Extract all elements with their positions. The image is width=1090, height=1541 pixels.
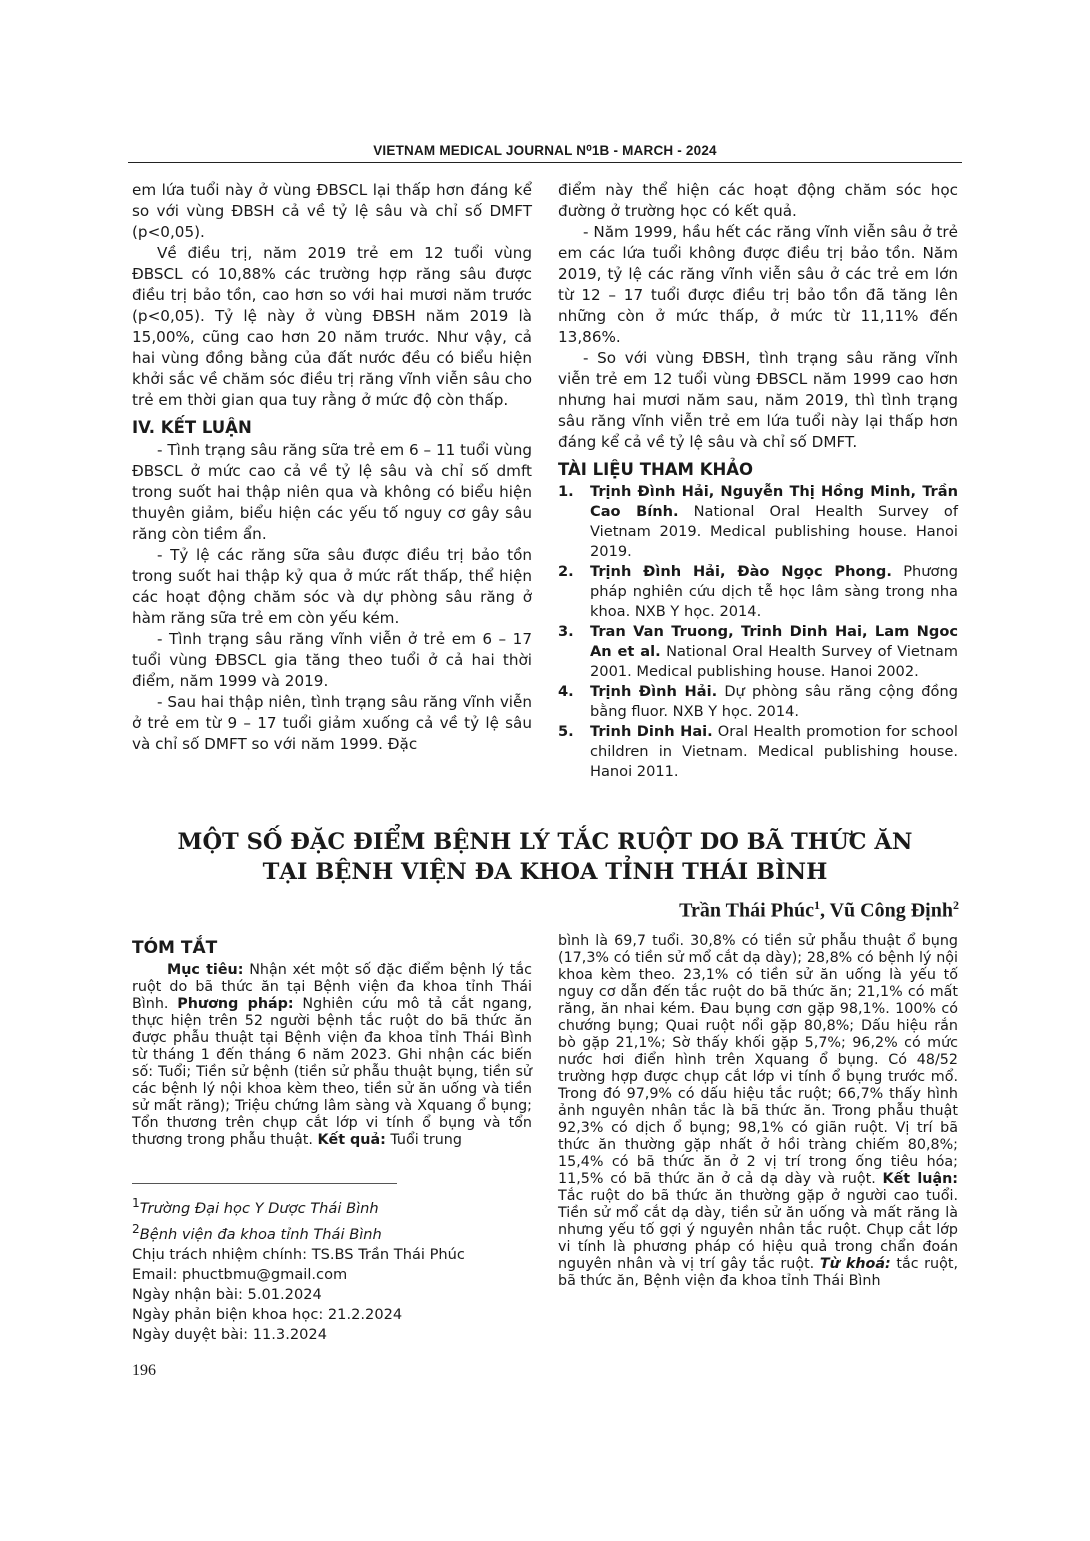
article-title [100,827,990,887]
email: Email: phuctbmu@gmail.com [132,1265,348,1283]
page-number: 196 [132,1362,156,1379]
footnote-rule [132,1183,397,1184]
conclusion-item: - Năm 1999, hầu hết các răng vĩnh viễn sâu ở trẻ em các lứa tuổi không được điều trị bảo tồn. Năm 2019, tỷ lệ các răng vĩnh viễn sâu ở các trẻ em lớn từ 12 – 17 tuổi được điều trị bảo tồn đã tăng lên những còn ở mức thấp, ở mức từ 11,11% đến 13,86%. [558,223,958,346]
section-heading-conclusion: IV. KẾT LUẬN [132,418,252,437]
conclusion-item: - Tỷ lệ các răng sữa sâu được điều trị bảo tồn trong suốt hai thập kỷ qua ở mức rất thấp, thể hiện các hoạt động chăm sóc và dự phòng sâu răng ở hàm răng sữa trẻ em còn yếu kém. [132,546,532,627]
paragraph: em lứa tuổi này ở vùng ĐBSCL lại thấp hơn đáng kể so với vùng ĐBSH cả về tỷ lệ sâu và chỉ số DMFT (p<0,05). [132,181,532,241]
abstract-left [132,938,532,1149]
reference-item: 5. Trinh Dinh Hai. Oral Health promotion for school children in Vietnam. Medical publishing house. Hanoi 2011. [558,723,958,780]
abstract-heading: TÓM TẮT [132,938,218,958]
conclusion-item: - So với vùng ĐBSH, tình trạng sâu răng vĩnh viễn trẻ em 12 tuổi vùng ĐBSCL năm 1999 cao hơn nhưng hai mươi năm sau, năm 2019, thì tình trạng sâu răng vĩnh viễn trẻ em lứa tuổi này lại thấp hơn đáng kể cả về tỷ lệ sâu và chỉ số DMFT. [558,349,958,451]
references-heading: TÀI LIỆU THAM KHẢO [558,460,754,479]
author-name: Trần Thái Phúc [679,899,814,922]
paragraph: điểm này thể hiện các hoạt động chăm sóc học đường ở trường học có kết quả. [558,181,958,220]
abstract-right [558,933,958,1290]
reference-item: 1. Trịnh Đình Hải, Nguyễn Thị Hồng Minh, Trần Cao Bính. National Oral Health Survey of Vietnam 2019. Medical publishing house. Hanoi 2019. [558,483,958,560]
abstract-text: bình là 69,7 tuổi. 30,8% có tiền sử phẫu thuật ổ bụng (17,3% có tiền sử mổ cắt dạ dày); 28,8% có bệnh lý nội khoa kèm theo. 23,1% có tiền sử ăn uống là yếu tố nguy cơ dẫn đến tắc ruột do bã thức ăn; 21,1% có mất răng, ăn nhai kém. Đau bụng cơn gặp 98,1%. 100% có chướng bụng; Quai ruột nổi gặp 80,8%; Dấu hiệu rắn bò gặp 21,1%; Sờ thấy khối gặp 5,7%; 96,2% có mức nước hơi điển hình trên Xquang ổ bụng. Có 48/52 trường hợp được chụp cắt lớp vi tính ổ bụng trước mổ. Trong đó 97,9% có dấu hiệu tắc ruột; 66,7% thấy hình ảnh nguyên nhân tắc là bã thức ăn. Trong phẫu thuật 92,3% có dịch ổ bụng; 98,1% có giãn ruột. Vị trí bã thức ăn thường gặp nhất ở hồi tràng chiếm 80,8%; 15,4% có bã thức ăn ở 2 vị trí trong ống tiêu hóa; 11,5% có bã thức ăn ở cả dạ dày và ruột. Kết luận: Tắc ruột do bã thức ăn thường gặp ở người cao tuổi. Tiền sử mổ cắt dạ dày, tiền sử ăn uống và mất răng là nhưng yếu tố gợi ý nguyên nhân tắc ruột. Chụp cắt lớp vi tính là phương pháp có hiệu quả trong chẩn đoán nguyên nhân và vị trí gây tắc ruột. Từ khoá: tắc ruột, bã thức ăn, Bệnh viện đa khoa tỉnh Thái Bình [558,933,959,1289]
left-column [132,180,532,755]
article-title-line: TẠI BỆNH VIỆN ĐA KHOA TỈNH THÁI BÌNH [262,859,828,885]
author-line: Trần Thái Phúc$^1$, Vũ Công Định$^2$ [679,898,959,922]
header-rule [128,162,962,163]
footnotes [132,1193,532,1345]
conclusion-item: - Tình trạng sâu răng sữa trẻ em 6 – 11 tuổi vùng ĐBSCL ở mức cao cả về tỷ lệ sâu và chỉ số dmft trong suốt hai thập niên qua và không có biểu hiện thuyên giảm, biểu hiện các yếu tố nguy cơ gây sâu răng còn tiềm ẩn. [132,441,532,543]
received-date: Ngày nhận bài: 5.01.2024 [132,1285,322,1303]
abstract-text: Mục tiêu: Nhận xét một số đặc điểm bệnh lý tắc ruột do bã thức ăn tại Bệnh viện đa khoa tỉnh Thái Bình. Phương pháp: Nghiên cứu mô tả cắt ngang, thực hiện trên 52 người bệnh tắc ruột do bã thức ăn được phẫu thuật tại Bệnh viện đa khoa tỉnh Thái Bình từ tháng 1 đến tháng 6 năm 2023. Ghi nhận các biến số: Tuổi; Tiền sử bệnh (tiền sử phẫu thuật bụng, tiền sử các bệnh lý nội khoa kèm theo, tiền sử ăn uống và tiền sử mất răng); Triệu chứng lâm sàng và Xquang ổ bụng; Tổn thương trên chụp cắt lớp vi tính ổ bụng và tổn thương trong phẫu thuật. Kết quả: Tuổi trung [132,962,533,1148]
paragraph: Về điều trị, năm 2019 trẻ em 12 tuổi vùng ĐBSCL có 10,88% các trường hợp răng sâu được điều trị bảo tồn, cao hơn so với hai mươi năm trước (p<0,05). Tỷ lệ này ở vùng ĐBSH năm 2019 là 15,00%, cũng cao hơn 20 năm trước. Như vậy, cả hai vùng đồng bằng của đất nước đều có biểu hiện khởi sắc về chăm sóc điều trị răng vĩnh viễn sâu cho trẻ em thời gian qua tuy rằng ở mức độ còn thấp. [132,244,532,409]
conclusion-item: - Sau hai thập niên, tình trạng sâu răng vĩnh viễn ở trẻ em từ 9 – 17 tuổi giảm xuống cả về tỷ lệ sâu và chỉ số DMFT so với năm 1999. Đặc [132,693,532,753]
article-title-line: MỘT SỐ ĐẶC ĐIỂM BỆNH LÝ TẮC RUỘT DO BÃ THỨC ĂN [177,829,913,855]
affiliation: $^1$Trường Đại học Y Dược Thái Bình [132,1196,379,1217]
reference-item: 3. Tran Van Truong, Trinh Dinh Hai, Lam Ngoc An et al. National Oral Health Survey of Vietnam 2001. Medical publishing house. Hanoi 2002. [558,623,958,680]
right-column [558,180,958,782]
author-name: Vũ Công Định [829,899,953,922]
affiliation: $^2$Bệnh viện đa khoa tỉnh Thái Bình [132,1221,382,1243]
review-date: Ngày phản biện khoa học: 21.2.2024 [132,1305,403,1323]
reference-list [558,482,958,782]
corresponding-author: Chịu trách nhiệm chính: TS.BS Trần Thái Phúc [132,1245,465,1263]
journal-header: VIETNAM MEDICAL JOURNAL N⁰1B - MARCH - 2024 [373,143,717,158]
reference-item: 4. Trịnh Đình Hải. Dự phòng sâu răng cộng đồng bằng fluor. NXB Y học. 2014. [558,683,958,720]
accepted-date: Ngày duyệt bài: 11.3.2024 [132,1325,327,1343]
reference-item: 2. Trịnh Đình Hải, Đào Ngọc Phong. Phương pháp nghiên cứu dịch tễ học lâm sàng trong nha khoa. NXB Y học. 2014. [558,563,958,620]
conclusion-item: - Tình trạng sâu răng vĩnh viễn ở trẻ em 6 – 17 tuổi vùng ĐBSCL gia tăng theo tuổi ở cả hai thời điểm, năm 1999 và 2019. [132,630,532,690]
